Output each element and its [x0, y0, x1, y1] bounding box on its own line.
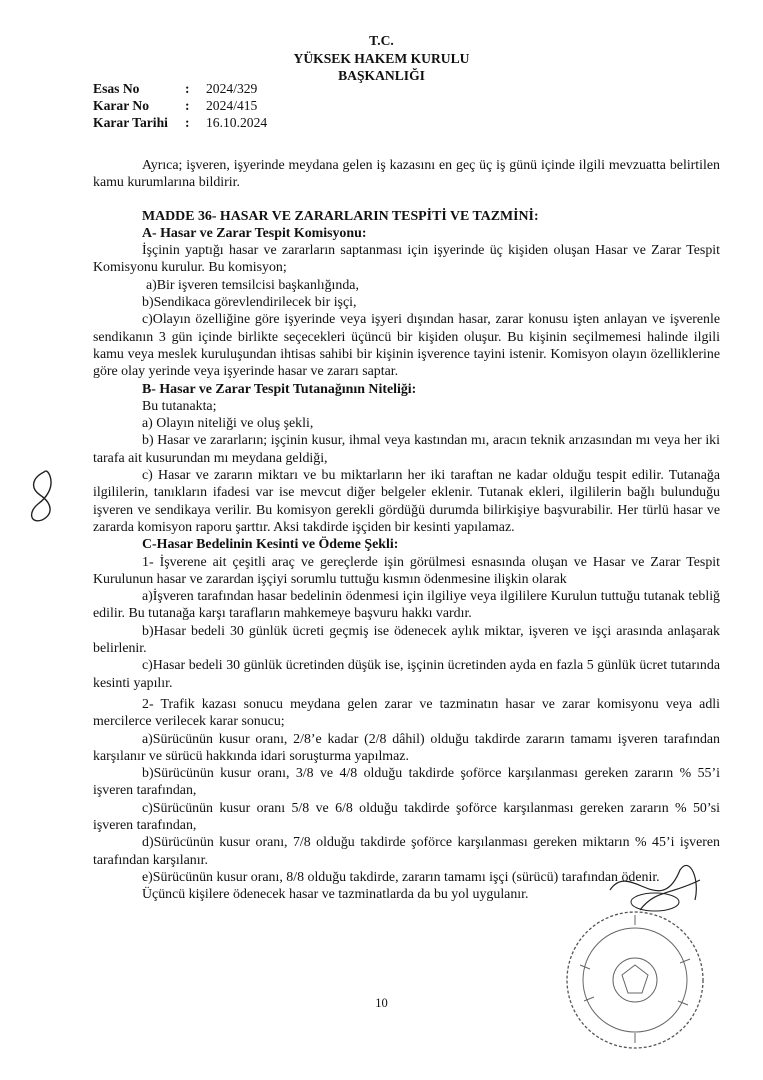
- meta-value: 2024/415: [206, 97, 258, 113]
- intro-paragraph: Ayrıca; işveren, işyerinde meydana gelen iş kazasını en geç üç iş günü içinde ilgili mevzuatta belirtilen kamu kurumlarına bildirir.: [93, 158, 720, 191]
- meta-row-karar-tarihi: [93, 115, 267, 132]
- meta-colon: :: [185, 97, 190, 113]
- page-number: 10: [375, 996, 388, 1010]
- article-title: MADDE 36- HASAR VE ZARARLARIN TESPİTİ VE TAZMİNİ:: [142, 208, 539, 224]
- spacer: [93, 192, 720, 208]
- section-c-heading: C-Hasar Bedelinin Kesinti ve Ödeme Şekli:: [142, 537, 399, 553]
- meta-colon: :: [185, 114, 190, 130]
- section-a-item-c: c)Olayın özelliğine göre işyerinde veya işyeri dışından hasar, zarar konusu işten anlayan ve işverenle sendikanın 3 gün içinde birlikte seçecekleri üçüncü bir kişiden oluşur. Bu kişinin seçilmemesi halinde ilgili kamu veya meslek kuruluşundan ihtisas sahibi bir kişinin işverence tayini istenir. Komisyon olayın özelliklerine göre olay yerinde veya işyerinde hasar ve zararı saptar.: [93, 312, 720, 380]
- section-c-item-2: 2- Trafik kazası sonucu meydana gelen zarar ve tazminatın hasar ve zarar komisyonu veya adli mercilerce verilecek karar sonucu;: [93, 696, 720, 730]
- section-c-item-1c: c)Hasar bedeli 30 günlük ücretinden düşük ise, işçinin ücretinden ayda en fazla 5 günlük ücret tutarında kesinti yapılır.: [93, 658, 720, 691]
- section-c-item-1a: a)İşveren tarafından hasar bedelinin ödenmesi için ilgiliye veya ilgililere Kurulun tuttuğu tutanak tebliğ edilir. Bu tutanağa karşı tarafların mahkemeye başvuru hakkı vardır.: [93, 589, 720, 622]
- meta-row-esas: [93, 81, 267, 98]
- section-c-item-2e: e)Sürücünün kusur oranı, 8/8 olduğu takdirde, zararın tamamı işçi (sürücü) tarafından ödenir.: [142, 869, 660, 885]
- section-c-item-2a: a)Sürücünün kusur oranı, 2/8’e kadar (2/8 dâhil) olduğu takdirde zararın tamamı işveren tarafından karşılanır ve sürücü hakkında idari soruşturma yapılmaz.: [93, 731, 720, 764]
- header-line-tc: T.C.: [369, 33, 394, 48]
- handwritten-margin-mark: [24, 468, 58, 524]
- section-c-closing: Üçüncü kişilere ödenecek hasar ve tazminatlarda da bu yol uygulanır.: [142, 887, 529, 903]
- document-body: [93, 157, 720, 903]
- section-b-item-c: c) Hasar ve zararın miktarı ve bu miktarların her iki taraftan ne kadar olduğu tespit edilir. Tutanağa ilgililerin, tanıkların ifadesi var ise mevcut diğer belgeler eklenir. Tutanak ekleri, ilgililerin bağlı bulunduğu işveren ve sendikaya verilir. Bu komisyon gerekli gördüğü durumda bilirkişiye başvurabilir. Her türlü hasar ve zararda komisyon raporu şarttır. Aksi takdirde işçiden bir kesinti yapılamaz.: [93, 468, 720, 535]
- meta-row-karar: [93, 98, 267, 115]
- meta-label: Esas No: [93, 81, 140, 96]
- section-b-item-a: a) Olayın niteliği ve oluş şekli,: [142, 416, 314, 432]
- section-a-item-b: b)Sendikaca görevlendirilecek bir işçi,: [142, 295, 357, 311]
- header-line-institution: YÜKSEK HAKEM KURULU: [293, 50, 470, 66]
- section-c-item-1b: b)Hasar bedeli 30 günlük ücreti geçmiş ise ödenecek aylık miktar, işveren ve işçi arasında anlaşarak belirlenir.: [93, 623, 720, 657]
- section-b-item-b: b) Hasar ve zararların; işçinin kusur, ihmal veya kastından mı, aracın teknik arızasından mı veya her iki tarafa ait kusurundan mı meydana geldiği,: [93, 433, 720, 466]
- meta-value: 2024/329: [206, 81, 258, 96]
- section-a-paragraph: İşçinin yaptığı hasar ve zararların saptanması için işyerinde üç kişiden oluşan Hasar ve Zarar Tespit Komisyonu kurulur. Bu komisyon;: [93, 243, 720, 276]
- section-c-item-2b: b)Sürücünün kusur oranı, 3/8 ve 4/8 olduğu takdirde şoförce karşılanması gereken zararın % 55’i işveren tarafından,: [93, 766, 720, 799]
- section-c-item-1: 1- İşverene ait çeşitli araç ve gereçlerde işin görülmesi esnasında oluşan ve Hasar ve Zarar Tespit Kurulunun hasar ve zarardan işçiyi sorumlu tuttuğu kısmın ödenmesine ilişkin olarak: [93, 554, 720, 587]
- document-header: [0, 32, 763, 85]
- section-c-item-2d: d)Sürücünün kusur oranı, 7/8 olduğu takdirde şoförce karşılanması gereken miktarın % 45’i işveren tarafından karşılanır.: [93, 835, 720, 868]
- meta-value: 16.10.2024: [206, 114, 268, 130]
- section-a-heading: A- Hasar ve Zarar Tespit Komisyonu:: [142, 225, 367, 241]
- section-c-item-2c: c)Sürücünün kusur oranı 5/8 ve 6/8 olduğu takdirde şoförce karşılanması gereken zararın % 50’si işveren tarafından,: [93, 800, 720, 833]
- case-metadata: [93, 81, 267, 131]
- meta-label: Karar No: [93, 97, 150, 113]
- meta-label: Karar Tarihi: [93, 114, 168, 130]
- section-a-item-a: a)Bir işveren temsilcisi başkanlığında,: [146, 277, 359, 293]
- section-b-paragraph: Bu tutanakta;: [142, 398, 217, 414]
- header-line-presidency: BAŞKANLIĞI: [338, 68, 425, 83]
- official-seal-stamp: [560, 905, 710, 1055]
- section-b-heading: B- Hasar ve Zarar Tespit Tutanağının Niteliği:: [142, 381, 417, 397]
- meta-colon: :: [185, 81, 190, 96]
